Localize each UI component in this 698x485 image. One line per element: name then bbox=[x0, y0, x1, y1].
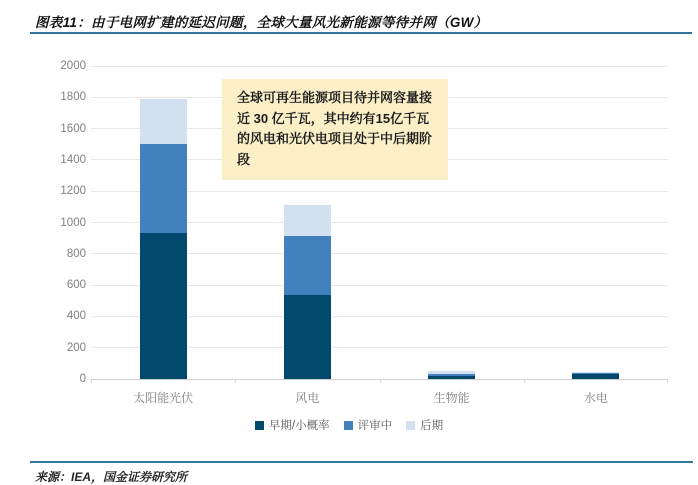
bar-segment-后期 bbox=[140, 99, 187, 144]
bar-segment-评审中 bbox=[284, 236, 331, 295]
x-category-label: 太阳能光伏 bbox=[133, 391, 194, 405]
legend-swatch-icon bbox=[406, 421, 415, 430]
legend-label: 后期 bbox=[420, 420, 444, 432]
x-category-label: 风电 bbox=[295, 391, 320, 405]
y-tick-label: 200 bbox=[66, 341, 86, 354]
y-tick-label: 0 bbox=[79, 373, 86, 385]
y-tick-label: 800 bbox=[66, 247, 86, 260]
legend-label: 评审中 bbox=[357, 420, 393, 432]
bar-太阳能光伏 bbox=[140, 66, 187, 379]
y-tick-label: 1800 bbox=[60, 91, 86, 104]
bar-segment-后期 bbox=[572, 372, 619, 373]
legend-label: 早期/小概率 bbox=[268, 420, 330, 432]
legend bbox=[0, 417, 698, 433]
source-text: 来源：IEA，国金证券研究所 bbox=[35, 470, 188, 484]
bar-segment-早期/小概率 bbox=[428, 376, 475, 379]
bar-水电 bbox=[572, 66, 619, 379]
chart-title: 图表11：由于电网扩建的延迟问题，全球大量风光新能源等待并网（GW） bbox=[35, 15, 488, 30]
bar-segment-后期 bbox=[428, 371, 475, 374]
y-tick-label: 400 bbox=[66, 310, 86, 323]
y-tick-label: 1200 bbox=[60, 185, 86, 198]
y-tick-label: 600 bbox=[66, 279, 86, 292]
y-tick-label: 1400 bbox=[60, 153, 86, 166]
legend-swatch-icon bbox=[255, 421, 264, 430]
legend-item-评审中 bbox=[344, 417, 393, 433]
x-axis-tick bbox=[91, 379, 92, 383]
x-axis-tick bbox=[667, 379, 668, 383]
x-axis-tick bbox=[524, 379, 525, 383]
y-tick-label: 2000 bbox=[60, 60, 86, 72]
x-category-label: 水电 bbox=[583, 391, 608, 405]
x-category-label: 生物能 bbox=[433, 391, 470, 405]
bar-segment-早期/小概率 bbox=[284, 295, 331, 379]
legend-item-早期/小概率 bbox=[255, 417, 330, 433]
title-rule bbox=[30, 32, 692, 34]
legend-swatch-icon bbox=[344, 421, 353, 430]
legend-item-后期 bbox=[406, 417, 443, 433]
source-rule bbox=[30, 461, 693, 463]
y-tick-label: 1000 bbox=[60, 216, 86, 229]
y-tick-label: 1600 bbox=[60, 122, 86, 135]
bar-segment-评审中 bbox=[572, 373, 619, 375]
bar-segment-早期/小概率 bbox=[572, 374, 619, 379]
x-axis-tick bbox=[380, 379, 381, 383]
bar-segment-早期/小概率 bbox=[140, 233, 187, 379]
x-axis-tick bbox=[235, 379, 236, 383]
bar-segment-后期 bbox=[284, 205, 331, 236]
bar-segment-评审中 bbox=[140, 144, 187, 232]
annotation-box: 全球可再生能源项目待并网容量接近 30 亿千瓦，其中约有15亿千瓦的风电和光伏电项目处于中后期阶段 bbox=[222, 79, 448, 180]
bar-segment-评审中 bbox=[428, 374, 475, 376]
